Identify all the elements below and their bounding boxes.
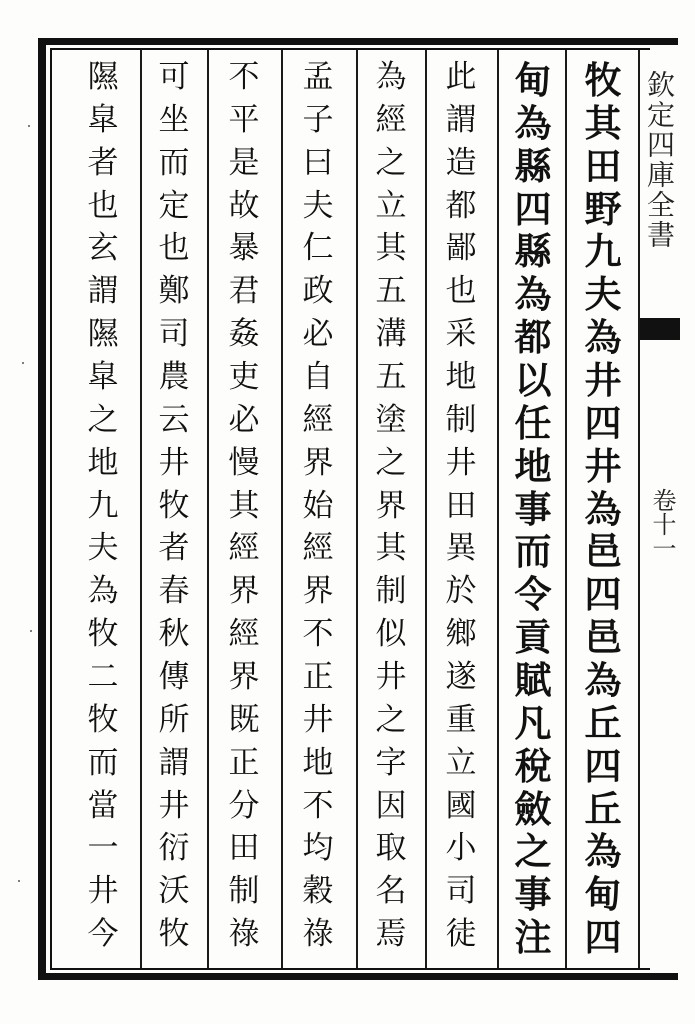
character: 事 xyxy=(514,486,552,531)
character: 井 xyxy=(158,444,190,481)
scan-speck xyxy=(22,362,24,364)
column-rule xyxy=(281,50,283,968)
character: 經 xyxy=(228,616,260,653)
character: 慢 xyxy=(228,444,260,481)
character: 鄙 xyxy=(445,230,477,267)
character: 玄 xyxy=(87,230,119,267)
character: 云 xyxy=(158,401,190,438)
character: 暴 xyxy=(228,230,260,267)
character: 二 xyxy=(87,659,119,696)
character: 謂 xyxy=(87,273,119,310)
character: 祿 xyxy=(302,916,334,953)
character: 穀 xyxy=(302,873,334,910)
character: 注 xyxy=(514,915,552,960)
character: 重 xyxy=(445,701,477,738)
character: 平 xyxy=(228,101,260,138)
character: 縣 xyxy=(514,229,552,274)
character: 徒 xyxy=(445,916,477,953)
character: 定 xyxy=(158,187,190,224)
character: 是 xyxy=(228,144,260,181)
character: 為 xyxy=(584,315,622,360)
character: 者 xyxy=(158,530,190,567)
character: 焉 xyxy=(375,916,407,953)
character: 傳 xyxy=(158,659,190,696)
character: 司 xyxy=(158,316,190,353)
edge-title: 欽定四庫全書 xyxy=(643,70,676,250)
character: 界 xyxy=(302,444,334,481)
text-column-8 xyxy=(72,59,134,962)
character: 姦 xyxy=(228,316,260,353)
character: 隰 xyxy=(87,316,119,353)
character: 賦 xyxy=(514,658,552,703)
character: 制 xyxy=(375,573,407,610)
character: 之 xyxy=(514,829,552,874)
character: 邑 xyxy=(584,615,622,660)
character: 凡 xyxy=(514,700,552,745)
column-rule xyxy=(497,50,499,968)
character: 秋 xyxy=(158,616,190,653)
character: 一 xyxy=(87,830,119,867)
character: 分 xyxy=(228,787,260,824)
character: 之 xyxy=(375,144,407,181)
column-rule xyxy=(565,50,567,968)
scan-speck xyxy=(18,880,20,882)
character: 丘 xyxy=(584,786,622,831)
character: 名 xyxy=(375,873,407,910)
character: 仁 xyxy=(302,230,334,267)
character: 夫 xyxy=(87,530,119,567)
character: 界 xyxy=(302,573,334,610)
text-column-5 xyxy=(287,59,349,962)
character: 四 xyxy=(584,915,622,960)
character: 既 xyxy=(228,701,260,738)
character: 牧 xyxy=(584,58,622,102)
character: 農 xyxy=(158,359,190,396)
text-column-1 xyxy=(572,58,634,962)
character: 所 xyxy=(158,701,190,738)
character: 必 xyxy=(302,316,334,353)
character: 都 xyxy=(445,187,477,224)
character: 始 xyxy=(302,487,334,524)
character: 而 xyxy=(514,529,552,574)
character: 鄉 xyxy=(445,616,477,653)
character: 制 xyxy=(228,873,260,910)
character: 田 xyxy=(584,143,622,188)
character: 不 xyxy=(302,616,334,653)
character: 井 xyxy=(87,873,119,910)
character: 必 xyxy=(228,401,260,438)
column-rule xyxy=(356,50,358,968)
character: 因 xyxy=(375,787,407,824)
character: 斂 xyxy=(514,786,552,831)
text-column-7 xyxy=(143,59,205,962)
character: 曰 xyxy=(302,144,334,181)
character: 采 xyxy=(445,316,477,353)
character: 四 xyxy=(584,572,622,617)
character: 縣 xyxy=(514,143,552,188)
character: 均 xyxy=(302,830,334,867)
character: 而 xyxy=(87,744,119,781)
fishtail-mark xyxy=(640,318,680,340)
character: 令 xyxy=(514,572,552,617)
character: 野 xyxy=(584,186,622,231)
character: 牧 xyxy=(87,701,119,738)
character: 其 xyxy=(375,230,407,267)
character: 地 xyxy=(445,359,477,396)
character: 甸 xyxy=(514,58,552,102)
character: 井 xyxy=(584,443,622,488)
column-rule xyxy=(140,50,142,968)
character: 其 xyxy=(375,530,407,567)
character: 為 xyxy=(584,486,622,531)
character: 取 xyxy=(375,830,407,867)
character: 稅 xyxy=(514,743,552,788)
character: 之 xyxy=(375,701,407,738)
character: 吏 xyxy=(228,359,260,396)
character: 牧 xyxy=(158,487,190,524)
character: 經 xyxy=(375,101,407,138)
character: 者 xyxy=(87,144,119,181)
character: 井 xyxy=(158,787,190,824)
character: 井 xyxy=(445,444,477,481)
character: 田 xyxy=(445,487,477,524)
character: 皐 xyxy=(87,359,119,396)
character: 經 xyxy=(302,401,334,438)
character: 夫 xyxy=(302,187,334,224)
character: 司 xyxy=(445,873,477,910)
character: 自 xyxy=(302,359,334,396)
character: 制 xyxy=(445,401,477,438)
character: 沃 xyxy=(158,873,190,910)
character: 政 xyxy=(302,273,334,310)
character: 謂 xyxy=(158,744,190,781)
character: 字 xyxy=(375,744,407,781)
character: 祿 xyxy=(228,916,260,953)
character: 正 xyxy=(302,659,334,696)
character: 都 xyxy=(514,315,552,360)
column-rule xyxy=(425,50,427,968)
character: 也 xyxy=(445,273,477,310)
character: 之 xyxy=(87,401,119,438)
scan-speck xyxy=(28,125,30,127)
character: 井 xyxy=(302,701,334,738)
character: 地 xyxy=(514,443,552,488)
character: 貢 xyxy=(514,615,552,660)
character: 九 xyxy=(87,487,119,524)
character: 於 xyxy=(445,573,477,610)
character: 界 xyxy=(228,659,260,696)
character: 立 xyxy=(375,187,407,224)
character: 九 xyxy=(584,229,622,274)
character: 為 xyxy=(375,59,407,95)
character: 似 xyxy=(375,616,407,653)
character: 坐 xyxy=(158,101,190,138)
character: 地 xyxy=(87,444,119,481)
character: 井 xyxy=(375,659,407,696)
character: 也 xyxy=(87,187,119,224)
character: 牧 xyxy=(158,916,190,953)
character: 小 xyxy=(445,830,477,867)
character: 為 xyxy=(514,272,552,317)
character: 之 xyxy=(375,444,407,481)
character: 五 xyxy=(375,359,407,396)
character: 界 xyxy=(375,487,407,524)
character: 事 xyxy=(514,872,552,917)
character: 而 xyxy=(158,144,190,181)
text-column-4 xyxy=(360,59,422,962)
character: 皐 xyxy=(87,101,119,138)
character: 為 xyxy=(584,829,622,874)
character: 任 xyxy=(514,400,552,445)
character: 春 xyxy=(158,573,190,610)
character: 丘 xyxy=(584,700,622,745)
character: 其 xyxy=(584,100,622,145)
character: 甸 xyxy=(584,872,622,917)
character: 經 xyxy=(228,530,260,567)
character: 謂 xyxy=(445,101,477,138)
character: 不 xyxy=(302,787,334,824)
character: 界 xyxy=(228,573,260,610)
character: 為 xyxy=(514,100,552,145)
column-rule xyxy=(207,50,209,968)
character: 四 xyxy=(584,743,622,788)
character: 夫 xyxy=(584,272,622,317)
character: 君 xyxy=(228,273,260,310)
character: 地 xyxy=(302,744,334,781)
character: 溝 xyxy=(375,316,407,353)
character: 隰 xyxy=(87,59,119,95)
character: 為 xyxy=(584,658,622,703)
character: 四 xyxy=(514,186,552,231)
edge-juan-label: 卷十一 xyxy=(648,488,676,560)
character: 為 xyxy=(87,573,119,610)
character: 衍 xyxy=(158,830,190,867)
character: 正 xyxy=(228,744,260,781)
character: 邑 xyxy=(584,529,622,574)
character: 鄭 xyxy=(158,273,190,310)
character: 田 xyxy=(228,830,260,867)
character: 孟 xyxy=(302,59,334,95)
character: 異 xyxy=(445,530,477,567)
character: 今 xyxy=(87,916,119,953)
character: 四 xyxy=(584,400,622,445)
character: 子 xyxy=(302,101,334,138)
character: 經 xyxy=(302,530,334,567)
character: 遂 xyxy=(445,659,477,696)
text-column-2 xyxy=(502,58,564,962)
character: 此 xyxy=(445,59,477,95)
character: 牧 xyxy=(87,616,119,653)
character: 不 xyxy=(228,59,260,95)
character: 國 xyxy=(445,787,477,824)
character: 井 xyxy=(584,358,622,403)
character: 故 xyxy=(228,187,260,224)
character: 可 xyxy=(158,59,190,95)
scan-speck xyxy=(30,630,32,632)
character: 立 xyxy=(445,744,477,781)
character: 造 xyxy=(445,144,477,181)
text-column-3 xyxy=(430,59,492,962)
character: 五 xyxy=(375,273,407,310)
character: 以 xyxy=(514,358,552,403)
character: 塗 xyxy=(375,401,407,438)
character: 也 xyxy=(158,230,190,267)
character: 當 xyxy=(87,787,119,824)
text-column-6 xyxy=(213,59,275,962)
character: 其 xyxy=(228,487,260,524)
page-edge-margin xyxy=(640,50,680,968)
